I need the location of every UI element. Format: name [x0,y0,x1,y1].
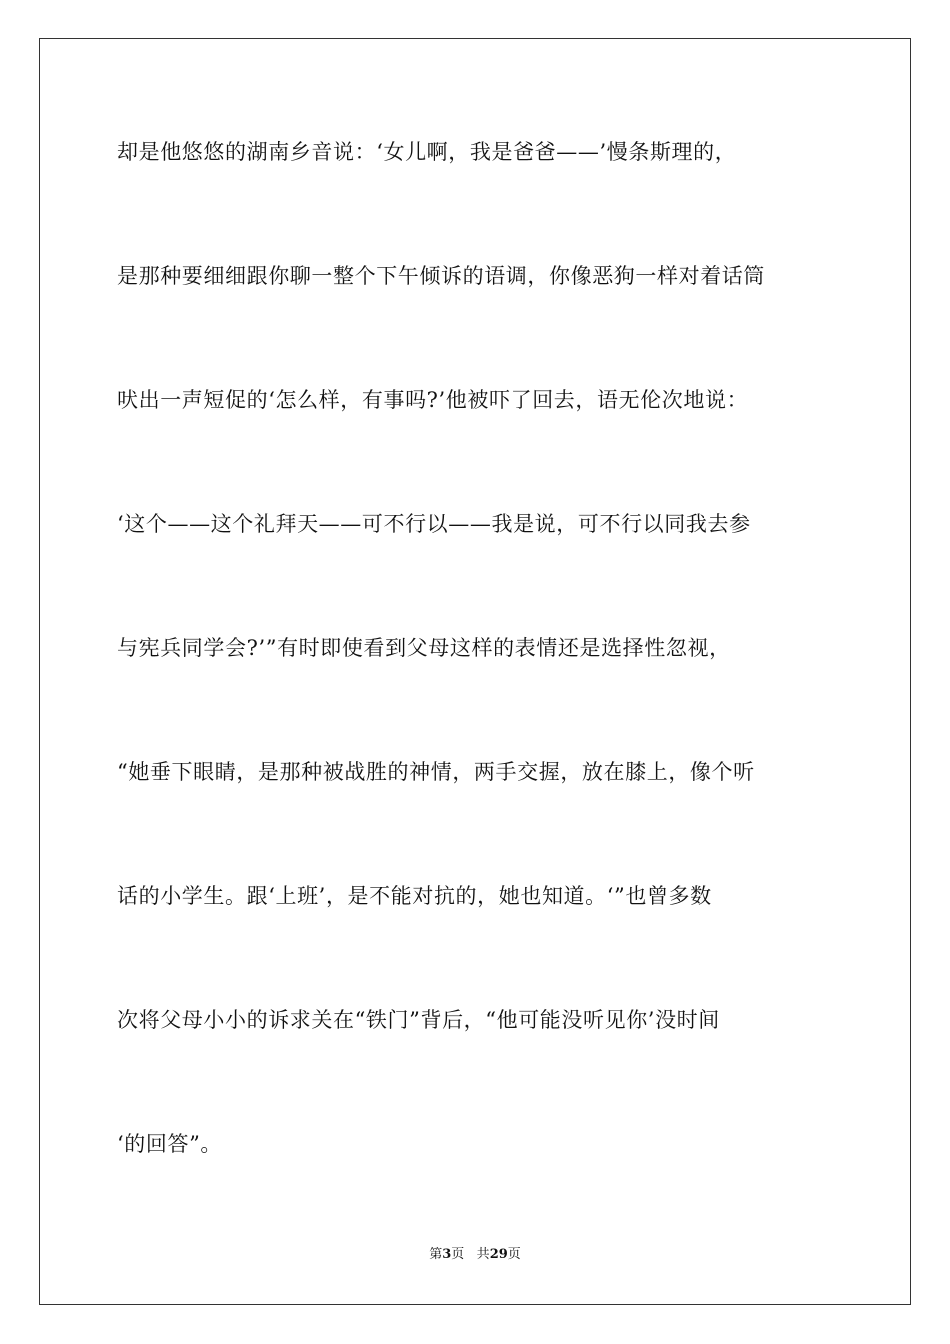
body-line-7: 话的小学生。跟‘上班’，是不能对抗的，她也知道。‘”也曾多数 [117,884,712,908]
footer-total-suffix: 页 [507,1247,521,1262]
body-line-2: 是那种要细细跟你聊一整个下午倾诉的语调，你像恶狗一样对着话筒 [117,264,765,288]
page-border [39,38,911,1305]
total-pages-number: 29 [489,1247,508,1262]
current-page-number: 3 [442,1247,452,1262]
body-line-8: 次将父母小小的诉求关在“铁门”背后，“他可能没听见你’没时间 [117,1008,720,1032]
footer-total-prefix: 共 [476,1247,490,1262]
body-line-4: ‘这个——这个礼拜天——可不行以——我是说，可不行以同我去参 [117,512,751,536]
footer-prefix: 第 [429,1247,443,1262]
footer-page-word: 页 [451,1247,465,1262]
body-line-3: 吠出一声短促的‘怎么样，有事吗?’他被吓了回去，语无伦次地说： [117,388,749,412]
page-footer [0,1246,950,1264]
body-line-9: ‘的回答”。 [117,1132,223,1156]
body-line-6: “她垂下眼睛，是那种被战胜的神情，两手交握，放在膝上，像个听 [117,760,755,784]
body-line-5: 与宪兵同学会?’”有时即使看到父母这样的表情还是选择性忽视， [117,636,731,660]
body-line-1: 却是他悠悠的湖南乡音说：‘女儿啊，我是爸爸——’慢条斯理的， [117,140,737,164]
